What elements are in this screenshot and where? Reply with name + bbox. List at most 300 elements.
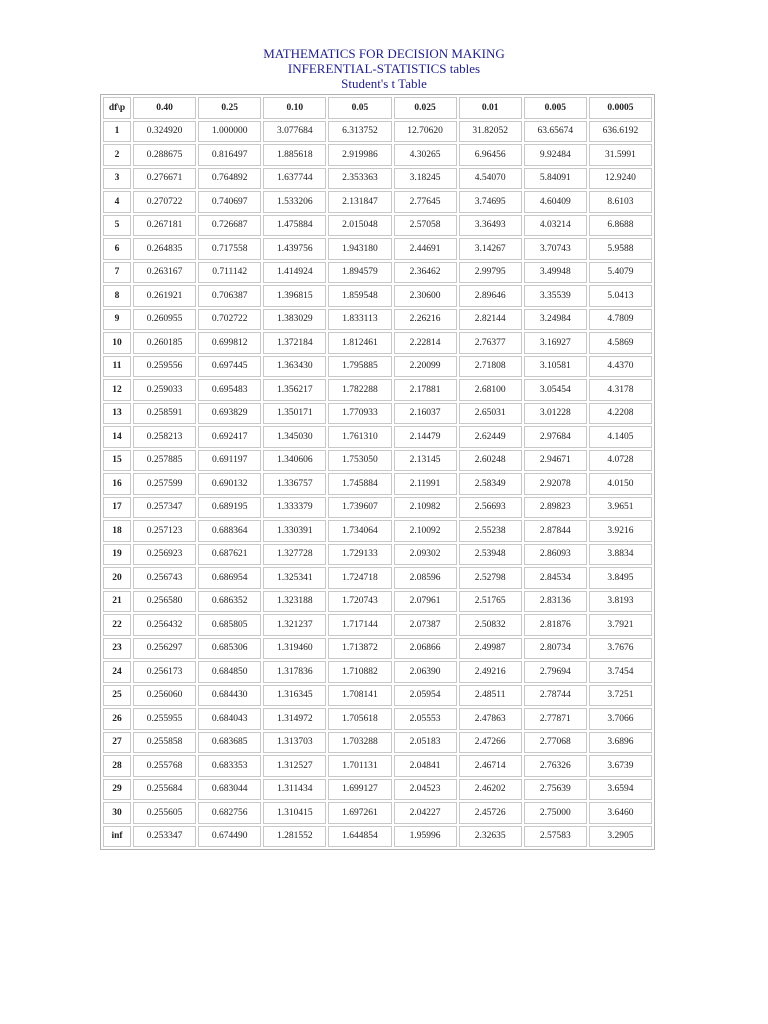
critical-value-cell: 1.782288 [328, 379, 391, 401]
critical-value-cell: 2.09302 [394, 544, 457, 566]
critical-value-cell: 636.6192 [589, 121, 652, 143]
critical-value-cell: 3.36493 [459, 215, 522, 237]
critical-value-cell: 1.316345 [263, 685, 326, 707]
critical-value-cell: 0.687621 [198, 544, 261, 566]
column-header-df-p: df\p [103, 97, 131, 119]
critical-value-cell: 9.92484 [524, 144, 587, 166]
critical-value-cell: 2.20099 [394, 356, 457, 378]
critical-value-cell: 0.261921 [133, 285, 196, 307]
degrees-of-freedom-cell: 11 [103, 356, 131, 378]
critical-value-cell: 2.13145 [394, 450, 457, 472]
degrees-of-freedom-cell: 2 [103, 144, 131, 166]
critical-value-cell: 0.255684 [133, 779, 196, 801]
table-row [103, 826, 652, 848]
column-header-p: 0.40 [133, 97, 196, 119]
critical-value-cell: 2.11991 [394, 473, 457, 495]
critical-value-cell: 0.740697 [198, 191, 261, 213]
critical-value-cell: 0.683044 [198, 779, 261, 801]
critical-value-cell: 2.78744 [524, 685, 587, 707]
critical-value-cell: 0.255858 [133, 732, 196, 754]
critical-value-cell: 0.692417 [198, 426, 261, 448]
table-row [103, 426, 652, 448]
critical-value-cell: 0.260185 [133, 332, 196, 354]
degrees-of-freedom-cell: 4 [103, 191, 131, 213]
critical-value-cell: 2.86093 [524, 544, 587, 566]
critical-value-cell: 2.62449 [459, 426, 522, 448]
degrees-of-freedom-cell: 1 [103, 121, 131, 143]
critical-value-cell: 2.14479 [394, 426, 457, 448]
table-row [103, 168, 652, 190]
critical-value-cell: 1.281552 [263, 826, 326, 848]
critical-value-cell: 0.259033 [133, 379, 196, 401]
critical-value-cell: 1.350171 [263, 403, 326, 425]
critical-value-cell: 0.711142 [198, 262, 261, 284]
critical-value-cell: 8.6103 [589, 191, 652, 213]
critical-value-cell: 0.764892 [198, 168, 261, 190]
table-row [103, 121, 652, 143]
critical-value-cell: 2.05954 [394, 685, 457, 707]
critical-value-cell: 3.6594 [589, 779, 652, 801]
critical-value-cell: 2.76377 [459, 332, 522, 354]
critical-value-cell: 0.683685 [198, 732, 261, 754]
critical-value-cell: 0.256580 [133, 591, 196, 613]
critical-value-cell: 2.75000 [524, 802, 587, 824]
critical-value-cell: 4.03214 [524, 215, 587, 237]
critical-value-cell: 2.08596 [394, 567, 457, 589]
table-row [103, 708, 652, 730]
critical-value-cell: 2.99795 [459, 262, 522, 284]
critical-value-cell: 1.319460 [263, 638, 326, 660]
degrees-of-freedom-cell: 19 [103, 544, 131, 566]
degrees-of-freedom-cell: 14 [103, 426, 131, 448]
critical-value-cell: 1.345030 [263, 426, 326, 448]
critical-value-cell: 1.317836 [263, 661, 326, 683]
critical-value-cell: 2.16037 [394, 403, 457, 425]
critical-value-cell: 2.81876 [524, 614, 587, 636]
critical-value-cell: 1.812461 [328, 332, 391, 354]
critical-value-cell: 3.16927 [524, 332, 587, 354]
critical-value-cell: 2.89646 [459, 285, 522, 307]
critical-value-cell: 2.52798 [459, 567, 522, 589]
column-header-p: 0.10 [263, 97, 326, 119]
critical-value-cell: 2.82144 [459, 309, 522, 331]
degrees-of-freedom-cell: 28 [103, 755, 131, 777]
critical-value-cell: 0.267181 [133, 215, 196, 237]
column-header-p: 0.05 [328, 97, 391, 119]
critical-value-cell: 2.04227 [394, 802, 457, 824]
critical-value-cell: 2.30600 [394, 285, 457, 307]
critical-value-cell: 12.70620 [394, 121, 457, 143]
critical-value-cell: 0.717558 [198, 238, 261, 260]
critical-value-cell: 3.01228 [524, 403, 587, 425]
critical-value-cell: 31.5991 [589, 144, 652, 166]
critical-value-cell: 0.685805 [198, 614, 261, 636]
degrees-of-freedom-cell: 13 [103, 403, 131, 425]
table-row [103, 356, 652, 378]
table-row [103, 191, 652, 213]
critical-value-cell: 2.48511 [459, 685, 522, 707]
critical-value-cell: 0.686954 [198, 567, 261, 589]
degrees-of-freedom-cell: 20 [103, 567, 131, 589]
table-row [103, 638, 652, 660]
table-row [103, 238, 652, 260]
critical-value-cell: 2.44691 [394, 238, 457, 260]
document-title: MATHEMATICS FOR DECISION MAKING [263, 46, 505, 61]
critical-value-cell: 1.734064 [328, 520, 391, 542]
critical-value-cell: 0.256297 [133, 638, 196, 660]
critical-value-cell: 2.49216 [459, 661, 522, 683]
critical-value-cell: 0.260955 [133, 309, 196, 331]
table-row [103, 755, 652, 777]
degrees-of-freedom-cell: 22 [103, 614, 131, 636]
critical-value-cell: 4.7809 [589, 309, 652, 331]
critical-value-cell: 3.14267 [459, 238, 522, 260]
column-header-p: 0.01 [459, 97, 522, 119]
critical-value-cell: 1.708141 [328, 685, 391, 707]
critical-value-cell: 4.30265 [394, 144, 457, 166]
critical-value-cell: 1.363430 [263, 356, 326, 378]
critical-value-cell: 3.24984 [524, 309, 587, 331]
critical-value-cell: 3.8495 [589, 567, 652, 589]
critical-value-cell: 2.131847 [328, 191, 391, 213]
critical-value-cell: 0.689195 [198, 497, 261, 519]
degrees-of-freedom-cell: inf [103, 826, 131, 848]
critical-value-cell: 3.6460 [589, 802, 652, 824]
table-row [103, 262, 652, 284]
critical-value-cell: 63.65674 [524, 121, 587, 143]
critical-value-cell: 2.10982 [394, 497, 457, 519]
table-row [103, 497, 652, 519]
critical-value-cell: 1.475884 [263, 215, 326, 237]
critical-value-cell: 1.637744 [263, 168, 326, 190]
table-row [103, 779, 652, 801]
column-header-p: 0.005 [524, 97, 587, 119]
critical-value-cell: 31.82052 [459, 121, 522, 143]
critical-value-cell: 3.49948 [524, 262, 587, 284]
critical-value-cell: 5.84091 [524, 168, 587, 190]
critical-value-cell: 2.47266 [459, 732, 522, 754]
critical-value-cell: 1.724718 [328, 567, 391, 589]
critical-value-cell: 0.256923 [133, 544, 196, 566]
critical-value-cell: 1.396815 [263, 285, 326, 307]
table-header-row [103, 97, 652, 119]
critical-value-cell: 6.8688 [589, 215, 652, 237]
critical-value-cell: 2.77068 [524, 732, 587, 754]
critical-value-cell: 1.761310 [328, 426, 391, 448]
critical-value-cell: 2.97684 [524, 426, 587, 448]
degrees-of-freedom-cell: 12 [103, 379, 131, 401]
critical-value-cell: 0.686352 [198, 591, 261, 613]
critical-value-cell: 3.6896 [589, 732, 652, 754]
critical-value-cell: 2.45726 [459, 802, 522, 824]
degrees-of-freedom-cell: 3 [103, 168, 131, 190]
critical-value-cell: 0.288675 [133, 144, 196, 166]
degrees-of-freedom-cell: 21 [103, 591, 131, 613]
critical-value-cell: 0.257599 [133, 473, 196, 495]
column-header-p: 0.0005 [589, 97, 652, 119]
table-row [103, 450, 652, 472]
degrees-of-freedom-cell: 25 [103, 685, 131, 707]
critical-value-cell: 2.87844 [524, 520, 587, 542]
critical-value-cell: 1.739607 [328, 497, 391, 519]
table-row [103, 144, 652, 166]
table-row [103, 403, 652, 425]
critical-value-cell: 0.706387 [198, 285, 261, 307]
column-header-p: 0.25 [198, 97, 261, 119]
critical-value-cell: 2.57058 [394, 215, 457, 237]
table-row [103, 544, 652, 566]
critical-value-cell: 3.7066 [589, 708, 652, 730]
critical-value-cell: 0.258591 [133, 403, 196, 425]
degrees-of-freedom-cell: 9 [103, 309, 131, 331]
critical-value-cell: 2.53948 [459, 544, 522, 566]
critical-value-cell: 1.833113 [328, 309, 391, 331]
t-distribution-table [100, 94, 655, 850]
critical-value-cell: 2.56693 [459, 497, 522, 519]
critical-value-cell: 0.683353 [198, 755, 261, 777]
critical-value-cell: 1.885618 [263, 144, 326, 166]
table-row [103, 614, 652, 636]
critical-value-cell: 1.720743 [328, 591, 391, 613]
document-header [0, 46, 768, 91]
degrees-of-freedom-cell: 15 [103, 450, 131, 472]
critical-value-cell: 3.8834 [589, 544, 652, 566]
critical-value-cell: 2.17881 [394, 379, 457, 401]
critical-value-cell: 5.0413 [589, 285, 652, 307]
critical-value-cell: 1.770933 [328, 403, 391, 425]
degrees-of-freedom-cell: 8 [103, 285, 131, 307]
critical-value-cell: 3.9651 [589, 497, 652, 519]
critical-value-cell: 0.257347 [133, 497, 196, 519]
table-row [103, 685, 652, 707]
critical-value-cell: 2.46202 [459, 779, 522, 801]
critical-value-cell: 1.372184 [263, 332, 326, 354]
critical-value-cell: 1.000000 [198, 121, 261, 143]
degrees-of-freedom-cell: 5 [103, 215, 131, 237]
critical-value-cell: 0.276671 [133, 168, 196, 190]
critical-value-cell: 4.54070 [459, 168, 522, 190]
critical-value-cell: 3.7251 [589, 685, 652, 707]
table-row [103, 567, 652, 589]
table-row [103, 591, 652, 613]
critical-value-cell: 4.5869 [589, 332, 652, 354]
critical-value-cell: 1.312527 [263, 755, 326, 777]
critical-value-cell: 2.57583 [524, 826, 587, 848]
critical-value-cell: 3.7921 [589, 614, 652, 636]
critical-value-cell: 1.795885 [328, 356, 391, 378]
critical-value-cell: 0.684850 [198, 661, 261, 683]
table-row [103, 802, 652, 824]
critical-value-cell: 2.71808 [459, 356, 522, 378]
critical-value-cell: 4.0150 [589, 473, 652, 495]
critical-value-cell: 2.07961 [394, 591, 457, 613]
column-header-p: 0.025 [394, 97, 457, 119]
critical-value-cell: 1.330391 [263, 520, 326, 542]
critical-value-cell: 0.684043 [198, 708, 261, 730]
critical-value-cell: 4.1405 [589, 426, 652, 448]
critical-value-cell: 4.0728 [589, 450, 652, 472]
critical-value-cell: 3.8193 [589, 591, 652, 613]
degrees-of-freedom-cell: 26 [103, 708, 131, 730]
table-title: Student's t Table [341, 76, 427, 91]
critical-value-cell: 0.682756 [198, 802, 261, 824]
table-row [103, 520, 652, 542]
critical-value-cell: 1.314972 [263, 708, 326, 730]
critical-value-cell: 0.685306 [198, 638, 261, 660]
critical-value-cell: 0.726687 [198, 215, 261, 237]
degrees-of-freedom-cell: 24 [103, 661, 131, 683]
table-row [103, 285, 652, 307]
critical-value-cell: 2.94671 [524, 450, 587, 472]
critical-value-cell: 0.684430 [198, 685, 261, 707]
critical-value-cell: 0.693829 [198, 403, 261, 425]
critical-value-cell: 2.55238 [459, 520, 522, 542]
critical-value-cell: 2.36462 [394, 262, 457, 284]
critical-value-cell: 2.80734 [524, 638, 587, 660]
critical-value-cell: 1.414924 [263, 262, 326, 284]
critical-value-cell: 1.713872 [328, 638, 391, 660]
critical-value-cell: 2.92078 [524, 473, 587, 495]
critical-value-cell: 2.04523 [394, 779, 457, 801]
critical-value-cell: 2.65031 [459, 403, 522, 425]
degrees-of-freedom-cell: 18 [103, 520, 131, 542]
table-row [103, 661, 652, 683]
critical-value-cell: 2.47863 [459, 708, 522, 730]
critical-value-cell: 0.695483 [198, 379, 261, 401]
table-row [103, 215, 652, 237]
critical-value-cell: 4.2208 [589, 403, 652, 425]
critical-value-cell: 2.49987 [459, 638, 522, 660]
critical-value-cell: 2.89823 [524, 497, 587, 519]
critical-value-cell: 1.753050 [328, 450, 391, 472]
critical-value-cell: 2.83136 [524, 591, 587, 613]
critical-value-cell: 0.697445 [198, 356, 261, 378]
degrees-of-freedom-cell: 7 [103, 262, 131, 284]
critical-value-cell: 0.702722 [198, 309, 261, 331]
critical-value-cell: 0.256173 [133, 661, 196, 683]
critical-value-cell: 2.07387 [394, 614, 457, 636]
critical-value-cell: 0.255605 [133, 802, 196, 824]
critical-value-cell: 2.51765 [459, 591, 522, 613]
critical-value-cell: 0.690132 [198, 473, 261, 495]
critical-value-cell: 3.6739 [589, 755, 652, 777]
critical-value-cell: 2.77871 [524, 708, 587, 730]
critical-value-cell: 2.68100 [459, 379, 522, 401]
critical-value-cell: 0.255955 [133, 708, 196, 730]
critical-value-cell: 3.74695 [459, 191, 522, 213]
critical-value-cell: 2.22814 [394, 332, 457, 354]
degrees-of-freedom-cell: 30 [103, 802, 131, 824]
degrees-of-freedom-cell: 27 [103, 732, 131, 754]
critical-value-cell: 0.258213 [133, 426, 196, 448]
critical-value-cell: 2.05553 [394, 708, 457, 730]
critical-value-cell: 0.691197 [198, 450, 261, 472]
critical-value-cell: 4.60409 [524, 191, 587, 213]
critical-value-cell: 1.859548 [328, 285, 391, 307]
table-body [103, 121, 652, 848]
critical-value-cell: 3.7454 [589, 661, 652, 683]
critical-value-cell: 1.717144 [328, 614, 391, 636]
critical-value-cell: 0.257123 [133, 520, 196, 542]
critical-value-cell: 2.84534 [524, 567, 587, 589]
critical-value-cell: 1.95996 [394, 826, 457, 848]
degrees-of-freedom-cell: 6 [103, 238, 131, 260]
critical-value-cell: 0.816497 [198, 144, 261, 166]
critical-value-cell: 1.701131 [328, 755, 391, 777]
critical-value-cell: 2.10092 [394, 520, 457, 542]
critical-value-cell: 3.35539 [524, 285, 587, 307]
table-row [103, 309, 652, 331]
critical-value-cell: 1.533206 [263, 191, 326, 213]
critical-value-cell: 0.253347 [133, 826, 196, 848]
critical-value-cell: 2.919986 [328, 144, 391, 166]
critical-value-cell: 0.263167 [133, 262, 196, 284]
critical-value-cell: 2.04841 [394, 755, 457, 777]
critical-value-cell: 3.10581 [524, 356, 587, 378]
critical-value-cell: 1.340606 [263, 450, 326, 472]
table-row [103, 732, 652, 754]
critical-value-cell: 1.313703 [263, 732, 326, 754]
critical-value-cell: 1.729133 [328, 544, 391, 566]
critical-value-cell: 0.256743 [133, 567, 196, 589]
critical-value-cell: 3.077684 [263, 121, 326, 143]
critical-value-cell: 2.05183 [394, 732, 457, 754]
critical-value-cell: 0.264835 [133, 238, 196, 260]
critical-value-cell: 0.256432 [133, 614, 196, 636]
critical-value-cell: 2.50832 [459, 614, 522, 636]
critical-value-cell: 1.383029 [263, 309, 326, 331]
critical-value-cell: 3.70743 [524, 238, 587, 260]
table-row [103, 332, 652, 354]
critical-value-cell: 2.06390 [394, 661, 457, 683]
critical-value-cell: 3.05454 [524, 379, 587, 401]
critical-value-cell: 1.699127 [328, 779, 391, 801]
critical-value-cell: 3.9216 [589, 520, 652, 542]
degrees-of-freedom-cell: 10 [103, 332, 131, 354]
critical-value-cell: 0.255768 [133, 755, 196, 777]
critical-value-cell: 6.313752 [328, 121, 391, 143]
critical-value-cell: 0.256060 [133, 685, 196, 707]
critical-value-cell: 1.705618 [328, 708, 391, 730]
critical-value-cell: 0.259556 [133, 356, 196, 378]
critical-value-cell: 0.257885 [133, 450, 196, 472]
critical-value-cell: 1.356217 [263, 379, 326, 401]
critical-value-cell: 1.311434 [263, 779, 326, 801]
critical-value-cell: 2.79694 [524, 661, 587, 683]
critical-value-cell: 2.60248 [459, 450, 522, 472]
critical-value-cell: 6.96456 [459, 144, 522, 166]
critical-value-cell: 0.324920 [133, 121, 196, 143]
critical-value-cell: 2.26216 [394, 309, 457, 331]
critical-value-cell: 2.76326 [524, 755, 587, 777]
critical-value-cell: 1.439756 [263, 238, 326, 260]
degrees-of-freedom-cell: 29 [103, 779, 131, 801]
critical-value-cell: 0.674490 [198, 826, 261, 848]
critical-value-cell: 2.58349 [459, 473, 522, 495]
critical-value-cell: 3.2905 [589, 826, 652, 848]
critical-value-cell: 2.46714 [459, 755, 522, 777]
critical-value-cell: 2.75639 [524, 779, 587, 801]
critical-value-cell: 2.06866 [394, 638, 457, 660]
critical-value-cell: 5.4079 [589, 262, 652, 284]
table-row [103, 379, 652, 401]
critical-value-cell: 1.894579 [328, 262, 391, 284]
degrees-of-freedom-cell: 17 [103, 497, 131, 519]
degrees-of-freedom-cell: 16 [103, 473, 131, 495]
critical-value-cell: 1.703288 [328, 732, 391, 754]
critical-value-cell: 2.32635 [459, 826, 522, 848]
critical-value-cell: 1.327728 [263, 544, 326, 566]
